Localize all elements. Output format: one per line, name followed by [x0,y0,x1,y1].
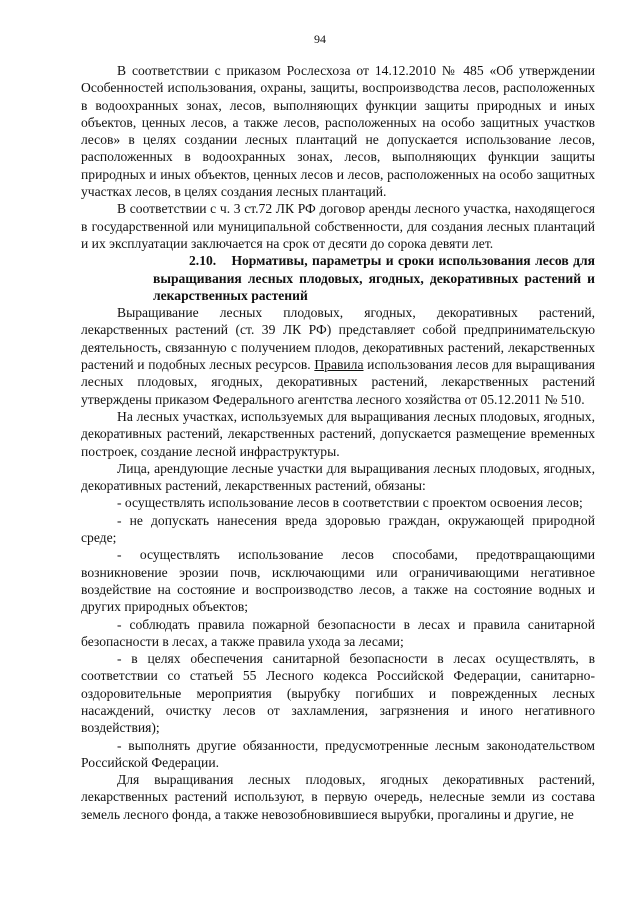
paragraph-temporary-buildings: На лесных участках, используемых для выращивания лесных плодовых, ягодных, декоративных растений, лекарственных растений, допускается размещение временных построек, создание лесной инфраструктуры. [81,408,595,459]
paragraph-land-use: Для выращивания лесных плодовых, ягодных декоративных растений, лекарственных растений используют, в первую очередь, нелесные земли из состава земель лесного фонда, а также невозобновившиеся вырубки, прогалины и другие, не [81,772,595,822]
obligation-item: - осуществлять использование лесов способами, предотвращающими возникновение эрозии почв, исключающими или ограничивающими негативное воздействие на состояние и воспроизводство лесов, а также на состояние водных и других природных объектов; [81,547,595,615]
page-number: 94 [314,32,326,46]
section-number: 2.10. [189,253,217,269]
paragraph-obligations-intro: Лица, арендующие лесные участки для выращивания лесных плодовых, ягодных, декоративных растений, лекарственных растений, обязаны: [81,460,595,494]
paragraph-cultivation-start: Выращивание лесных плодовых, ягодных, декоративных растений, лекарственных растений (ст. 39 ЛК РФ) представляет собой предпринимательскую деятельность, связанную с получением плодов, декоративных растений, лекарственных растений и подобных лесных ресурсов. [81,305,595,373]
paragraph-rosleshoz-order: В соответствии с приказом Рослесхоза от 14.12.2010 № 485 «Об утверждении Особенностей использования, охраны, защиты, воспроизводства лесов, расположенных в водоохранных зонах, лесов, выполняющих функции защиты природных и иных объектов, ценных лесов, а также лесов, расположенных на особо защитных участков лесов» в целях создании лесных плантаций не допускается использование лесов, расположенных в водоохранных зонах, лесов, выполняющих функции защиты природных и иных объектов, ценных лесов и лесов, расположенных на особо защитных участках лесов, в целях создания лесных плантаций. [81,63,595,200]
paragraph-cultivation-definition [81,304,595,408]
document-body [81,62,595,823]
paragraph-cultivation-end: использования лесов для выращивания лесных плодовых, ягодных, декоративных растений, лекарственных растений утверждены приказом Федерального агентства лесного хозяйства от 05.12.2011 № 510. [81,357,595,407]
rules-link[interactable]: Правила [314,357,364,373]
obligation-item: - выполнять другие обязанности, предусмотренные лесным законодательством Российской Федерации. [81,737,595,770]
section-heading [81,252,595,304]
obligation-item: - осуществлять использование лесов в соответствии с проектом освоения лесов; [117,495,583,511]
paragraph-lease-term: В соответствии с ч. 3 ст.72 ЛК РФ договор аренды лесного участка, находящегося в государственной или муниципальной собственности, для создания лесных плантаций и их эксплуатации заключается на срок от десяти до сорока девяти лет. [81,201,595,251]
obligation-item: - в целях обеспечения санитарной безопасности в лесах осуществлять, в соответствии со статьей 55 Лесного кодекса Российской Федерации, санитарно-оздоровительные мероприятия (вырубку погибших и поврежденных лесных насаждений, очистку лесов от захламления, загрязнения и иного негативного воздействия); [81,651,595,736]
obligation-item: - не допускать нанесения вреда здоровью граждан, окружающей природной среде; [81,512,595,546]
obligation-item: - соблюдать правила пожарной безопасности в лесах и правила санитарной безопасности в лесах, а также правила ухода за лесами; [81,616,595,649]
section-title: Нормативы, параметры и сроки использования лесов для выращивания лесных плодовых, ягодных, декоративных растений и лекарственных растений [153,253,596,303]
